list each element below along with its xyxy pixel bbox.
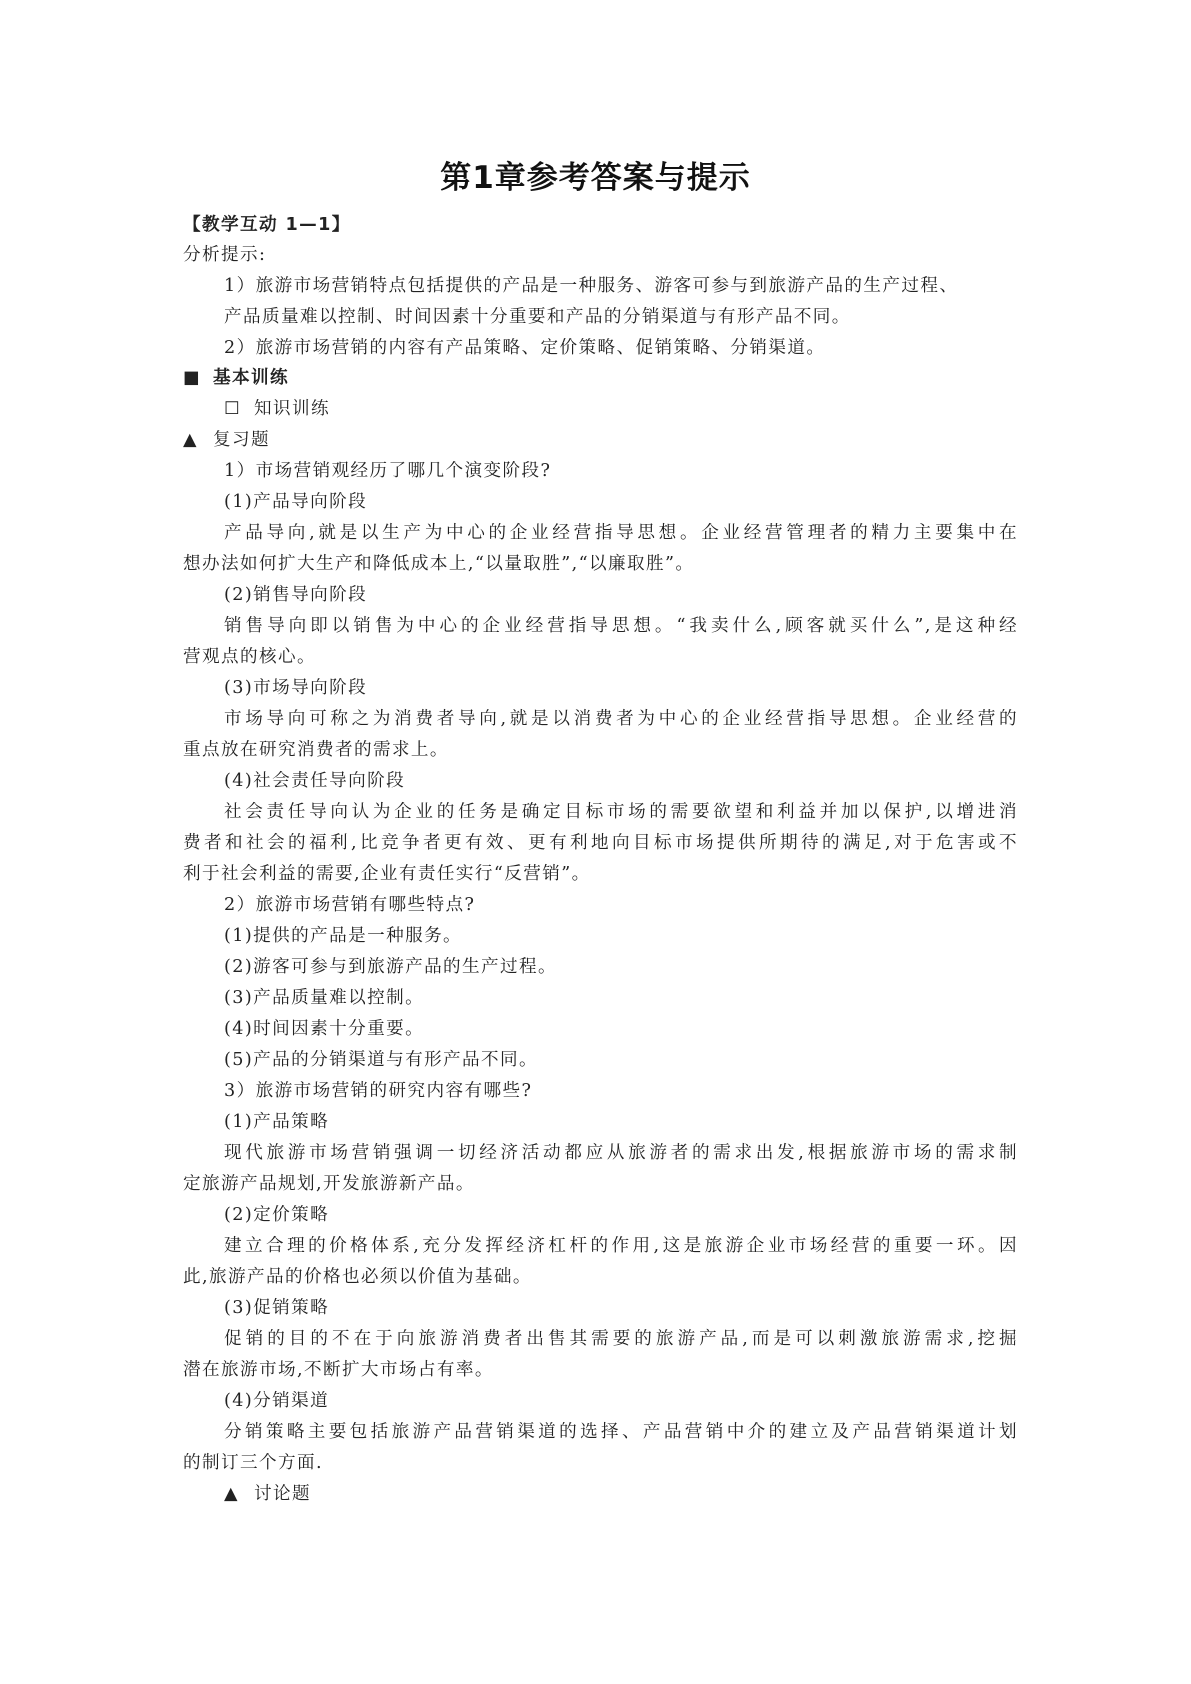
basic-training-heading [183,363,1018,393]
knowledge-training-heading [224,394,1018,424]
open-square-icon: ☐ [224,399,242,419]
page-title: 第1章参考答案与提示 [440,160,751,196]
review-label: 复习题 [213,430,270,450]
triangle-icon: ▲ [183,430,198,450]
question-3: 3）旅游市场营销的研究内容有哪些? [224,1081,533,1101]
q2-item-1: (1)提供的产品是一种服务。 [224,926,463,946]
q3-s2-line-2: 此,旅游产品的价格也必须以价值为基础。 [183,1267,532,1287]
q3-s4-line-1: 分销策略主要包括旅游产品营销渠道的选择、产品营销中介的建立及产品营销渠道计划 [224,1422,1018,1442]
question-1: 1）市场营销观经历了哪几个演变阶段? [224,461,552,481]
question-2: 2）旅游市场营销有哪些特点? [224,895,476,915]
q3-subheading-1: (1)产品策略 [224,1112,330,1132]
q1-subheading-4: (4)社会责任导向阶段 [224,771,406,791]
discussion-label: 讨论题 [254,1484,311,1504]
knowledge-training-label: 知识训练 [254,399,330,419]
q1-s4-line-2: 费者和社会的福利,比竞争者更有效、更有利地向目标市场提供所期待的满足,对于危害或不 [183,833,1018,853]
q3-s1-line-2: 定旅游产品规划,开发旅游新产品。 [183,1174,475,1194]
q3-subheading-4: (4)分销渠道 [224,1391,330,1411]
q3-s2-line-1: 建立合理的价格体系,充分发挥经济杠杆的作用,这是旅游企业市场经营的重要一环。因 [224,1236,1018,1256]
interaction-header: 【教学互动 1—1】 [183,215,351,235]
q2-item-2: (2)游客可参与到旅游产品的生产过程。 [224,957,558,977]
q1-s3-line-1: 市场导向可称之为消费者导向,就是以消费者为中心的企业经营指导思想。企业经营的 [224,709,1018,729]
hint-1-line-2: 产品质量难以控制、时间因素十分重要和产品的分销渠道与有形产品不同。 [224,307,851,327]
q1-subheading-1: (1)产品导向阶段 [224,492,368,512]
filled-square-icon: ■ [183,368,202,388]
hint-label: 分析提示: [183,245,267,265]
review-heading [183,425,1018,455]
q1-subheading-3: (3)市场导向阶段 [224,678,368,698]
q1-subheading-2: (2)销售导向阶段 [224,585,368,605]
discussion-heading [224,1479,1018,1509]
basic-training-label: 基本训练 [213,368,289,388]
q3-s4-line-2: 的制订三个方面. [183,1453,323,1473]
q1-s1-line-1: 产品导向,就是以生产为中心的企业经营指导思想。企业经营管理者的精力主要集中在 [224,523,1018,543]
q1-s2-line-2: 营观点的核心。 [183,647,316,667]
q3-subheading-3: (3)促销策略 [224,1298,330,1318]
q3-s3-line-2: 潜在旅游市场,不断扩大市场占有率。 [183,1360,494,1380]
triangle-icon: ▲ [224,1484,239,1504]
q1-s1-line-2: 想办法如何扩大生产和降低成本上,“以量取胜”,“以廉取胜”。 [183,554,695,574]
q1-s3-line-2: 重点放在研究消费者的需求上。 [183,740,449,760]
hint-2: 2）旅游市场营销的内容有产品策略、定价策略、促销策略、分销渠道。 [224,338,826,358]
q1-s4-line-1: 社会责任导向认为企业的任务是确定目标市场的需要欲望和利益并加以保护,以增进消 [224,802,1018,822]
q3-subheading-2: (2)定价策略 [224,1205,330,1225]
q1-s4-line-3: 利于社会利益的需要,企业有责任实行“反营销”。 [183,864,591,884]
q2-item-4: (4)时间因素十分重要。 [224,1019,425,1039]
q3-s1-line-1: 现代旅游市场营销强调一切经济活动都应从旅游者的需求出发,根据旅游市场的需求制 [224,1143,1018,1163]
q3-s3-line-1: 促销的目的不在于向旅游消费者出售其需要的旅游产品,而是可以刺激旅游需求,挖掘 [224,1329,1018,1349]
hint-1-line-1: 1）旅游市场营销特点包括提供的产品是一种服务、游客可参与到旅游产品的生产过程、 [224,276,959,296]
q2-item-5: (5)产品的分销渠道与有形产品不同。 [224,1050,539,1070]
q1-s2-line-1: 销售导向即以销售为中心的企业经营指导思想。“我卖什么,顾客就买什么”,是这种经 [224,616,1018,636]
q2-item-3: (3)产品质量难以控制。 [224,988,425,1008]
